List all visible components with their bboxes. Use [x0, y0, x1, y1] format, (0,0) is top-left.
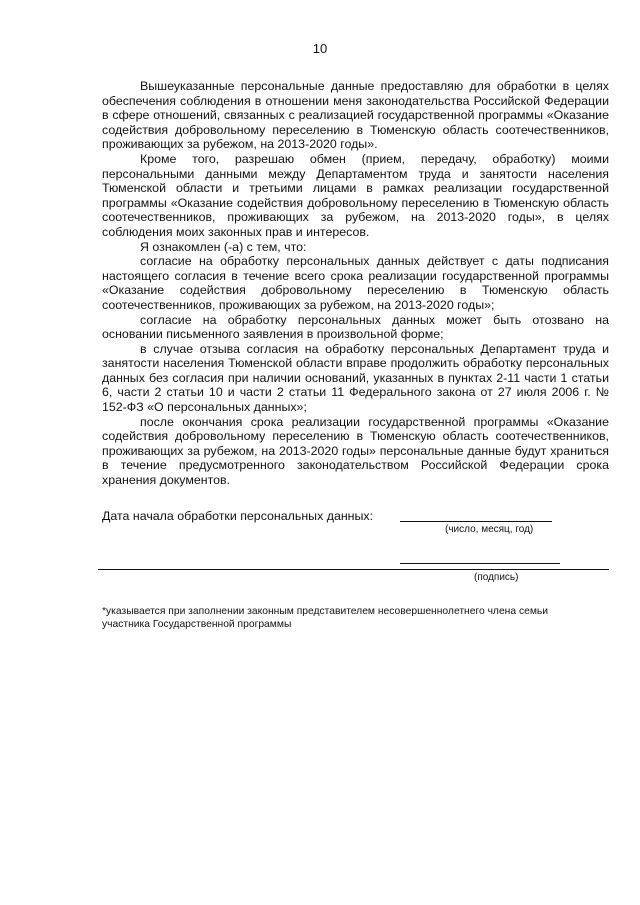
consent-text: [102, 79, 609, 488]
signature-field-caption: (подпись): [474, 572, 519, 583]
paragraph-data-exchange: Кроме того, разрешаю обмен (прием, передачу, обработку) моими персональными данными между Департаментом труда и занятости населения Тюменской области и третьими лицами в рамках реализации государственной программы «Оказание содействия добровольному переселению в Тюменскую область соотечественников, проживающих за рубежом, на 2013-2020 годы», в целях соблюдения моих законных прав и интересов.: [102, 151, 609, 239]
paragraph-acknowledgement: Я ознакомлен (-а) с тем, что:: [140, 239, 307, 254]
date-field-caption: (число, месяц, год): [445, 524, 534, 535]
date-label: Дата начала обработки персональных данных:: [102, 509, 374, 523]
footnote: *указывается при заполнении законным представителем несовершеннолетнего члена семьи участника Государственной программы: [102, 606, 549, 630]
paragraph-purpose: Вышеуказанные персональные данные предоставляю для обработки в целях обеспечения соблюдения в отношении меня законодательства Российской Федерации в сфере отношений, связанных с реализацией государственной программы «Оказание содействия добровольному переселению в Тюменскую область соотечественников, проживающих за рубежом, на 2013-2020 годы».: [102, 79, 609, 152]
page-number: 10: [312, 41, 328, 56]
paragraph-consent-duration: согласие на обработку персональных данных действует с даты подписания настоящего согласия в течение всего срока реализации государственной программы «Оказание содействия добровольному переселению в Тюменскую область соотечественников, проживающих за рубежом, на 2013-2020 годы»;: [102, 254, 609, 312]
paragraph-storage-after-program: после окончания срока реализации государственной программы «Оказание содействия добровольному переселению в Тюменскую область соотечественников, проживающих за рубежом, на 2013-2020 годы» персональные данные будут храниться в течение предусмотренного законодательством Российской Федерации срока хранения документов.: [102, 414, 609, 488]
full-width-rule: [98, 555, 609, 570]
paragraph-consent-revocation: согласие на обработку персональных данных может быть отозвано на основании письменного заявления в произвольной форме;: [102, 312, 609, 342]
paragraph-processing-after-revocation: в случае отзыва согласия на обработку персональных Департамент труда и занятости населения Тюменской области вправе продолжить обработку персональных данных без согласия при наличии оснований, указанных в пунктах 2-11 части 1 статьи 6, части 2 статьи 10 и части 2 статьи 11 Федерального закона от 27 июля 2006 г. № 152-ФЗ «О персональных данных»;: [102, 341, 609, 415]
date-field-line[interactable]: [400, 507, 552, 522]
